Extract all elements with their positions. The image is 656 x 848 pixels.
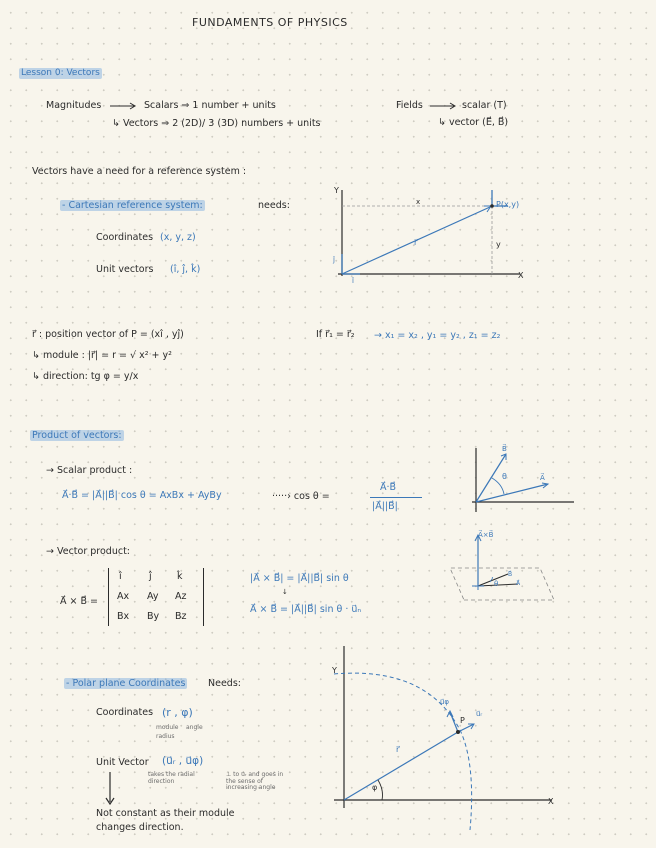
theta-label: θ [494, 580, 499, 588]
vector-product-label: → Vector product: [46, 546, 131, 557]
cartesian-graph [330, 184, 530, 284]
arrow-icon [428, 101, 458, 111]
coordinates-value: (x, y, z) [160, 232, 196, 243]
polar-phi-label: φ [372, 783, 378, 792]
matrix-cell: î [119, 571, 122, 582]
matrix-cell: k̂ [177, 571, 183, 582]
unit-i-label: î [352, 277, 354, 285]
x-distance-label: x [416, 198, 421, 206]
note-perpendicular: ⊥ to u⃗ᵣ and goes in the sense of increasing angle [226, 771, 284, 792]
determinant-matrix [108, 568, 204, 626]
axis-y-label: Y [334, 186, 339, 195]
coord-note-angle: angle [186, 724, 203, 731]
axis-x-label: X [518, 271, 524, 280]
module-formula: ↳ module : |r⃗| = r = √ x² + y² [32, 350, 172, 361]
products-heading: Product of vectors: [32, 430, 122, 441]
matrix-cell: Ay [147, 591, 159, 602]
scalar-product-formula: A⃗·B⃗ = |A⃗||B⃗| cos θ = AxBx + AyBy [62, 490, 222, 501]
note-not-constant-1: Not constant as their module [96, 808, 235, 819]
polar-axis-y: Y [332, 666, 337, 675]
matrix-cell: Bx [117, 611, 130, 622]
cos-denominator: |A⃗||B⃗| [372, 501, 398, 512]
polar-r-label: r⃗ [396, 745, 400, 754]
scalar-product-graph [468, 444, 578, 514]
position-vector-def: r⃗ : position vector of P = (xî , yĵ) [32, 329, 184, 340]
vector-field: ↳ vector (E⃗, B⃗) [438, 117, 509, 128]
polar-needs: Needs: [208, 678, 241, 689]
axb-label: A⃗×B⃗ [478, 531, 494, 539]
arrow-icon [108, 101, 138, 111]
magnitudes-label: Magnitudes [46, 100, 102, 111]
unit-vectors-value: (î, ĵ, k̂) [170, 264, 201, 275]
reference-intro: Vectors have a need for a reference system : [32, 166, 247, 177]
polar-ur-label: u⃗ᵣ [476, 710, 483, 718]
vector-b-label: B⃗ [502, 445, 507, 453]
vector-r-label: r⃗ [414, 238, 418, 247]
matrix-cell: Az [175, 591, 187, 602]
polar-uphi-label: u⃗φ [440, 698, 450, 706]
scalar-field: scalar (T) [462, 100, 507, 111]
cartesian-needs: needs: [258, 200, 290, 211]
coordinates-label: Coordinates [96, 232, 154, 243]
note-radial: takes the radial direction [148, 771, 195, 785]
down-arrow-icon: ↓ [282, 588, 288, 596]
unit-vectors-label: Unit vectors [96, 264, 154, 275]
matrix-cell: Bz [175, 611, 187, 622]
cross-module-formula: |A⃗ × B⃗| = |A⃗||B⃗| sin θ [250, 573, 349, 584]
note-not-constant-2: changes direction. [96, 822, 184, 833]
polar-axis-x: X [548, 797, 554, 806]
matrix-cell: By [147, 611, 160, 622]
polar-heading: - Polar plane Coordinates [66, 678, 186, 689]
equality-components: → x₁ = x₂ , y₁ = y₂ , z₁ = z₂ [374, 330, 501, 341]
page-title: FUNDAMENTS OF PHYSICS [192, 16, 348, 29]
fraction-line [370, 497, 422, 498]
cartesian-heading: - Cartesian reference system: [62, 200, 203, 211]
point-p-label: P(x,y) [496, 200, 520, 209]
cross-full-formula: A⃗ × B⃗ = |A⃗||B⃗| sin θ · u⃗ₙ [250, 604, 362, 615]
equality-if: If r⃗₁ = r⃗₂ [316, 329, 355, 340]
polar-unit-value: (u⃗ᵣ , u⃗φ) [162, 755, 204, 767]
vectors-text: ↳ Vectors ⇒ 2 (2D)/ 3 (3D) numbers + units [112, 118, 321, 129]
scalar-product-label: → Scalar product : [46, 465, 133, 476]
polar-graph [326, 640, 556, 830]
theta-label: θ [502, 472, 507, 481]
coord-note-radius: radius [156, 733, 175, 740]
vector-b-label: B⃗ [508, 571, 513, 578]
unit-j-label: ĵ [333, 256, 335, 264]
polar-unit-label: Unit Vector [96, 757, 149, 768]
direction-formula: ↳ direction: tg φ = y/x [32, 371, 139, 382]
fields-label: Fields [396, 100, 423, 111]
coord-note-module: module [156, 724, 179, 731]
cross-lhs: A⃗ × B⃗ = [60, 596, 98, 607]
lesson-heading: Lesson 0: Vectors [21, 68, 100, 78]
cross-product-graph [444, 530, 564, 610]
vector-a-label: A⃗ [540, 474, 545, 482]
y-distance-label: y [496, 240, 501, 249]
matrix-cell: ĵ [149, 571, 152, 582]
polar-p-label: P [460, 716, 465, 725]
cos-text: ·····› cos θ = [272, 491, 330, 502]
polar-coordinates-label: Coordinates [96, 707, 154, 718]
matrix-cell: Ax [117, 591, 130, 602]
cos-numerator: A⃗·B⃗ [380, 482, 397, 493]
scalars-text: Scalars ⇒ 1 number + units [144, 100, 276, 111]
down-arrow-icon [100, 770, 120, 810]
polar-coordinates-value: (r , φ) [162, 706, 193, 719]
vector-a-label: A⃗ [516, 580, 521, 587]
